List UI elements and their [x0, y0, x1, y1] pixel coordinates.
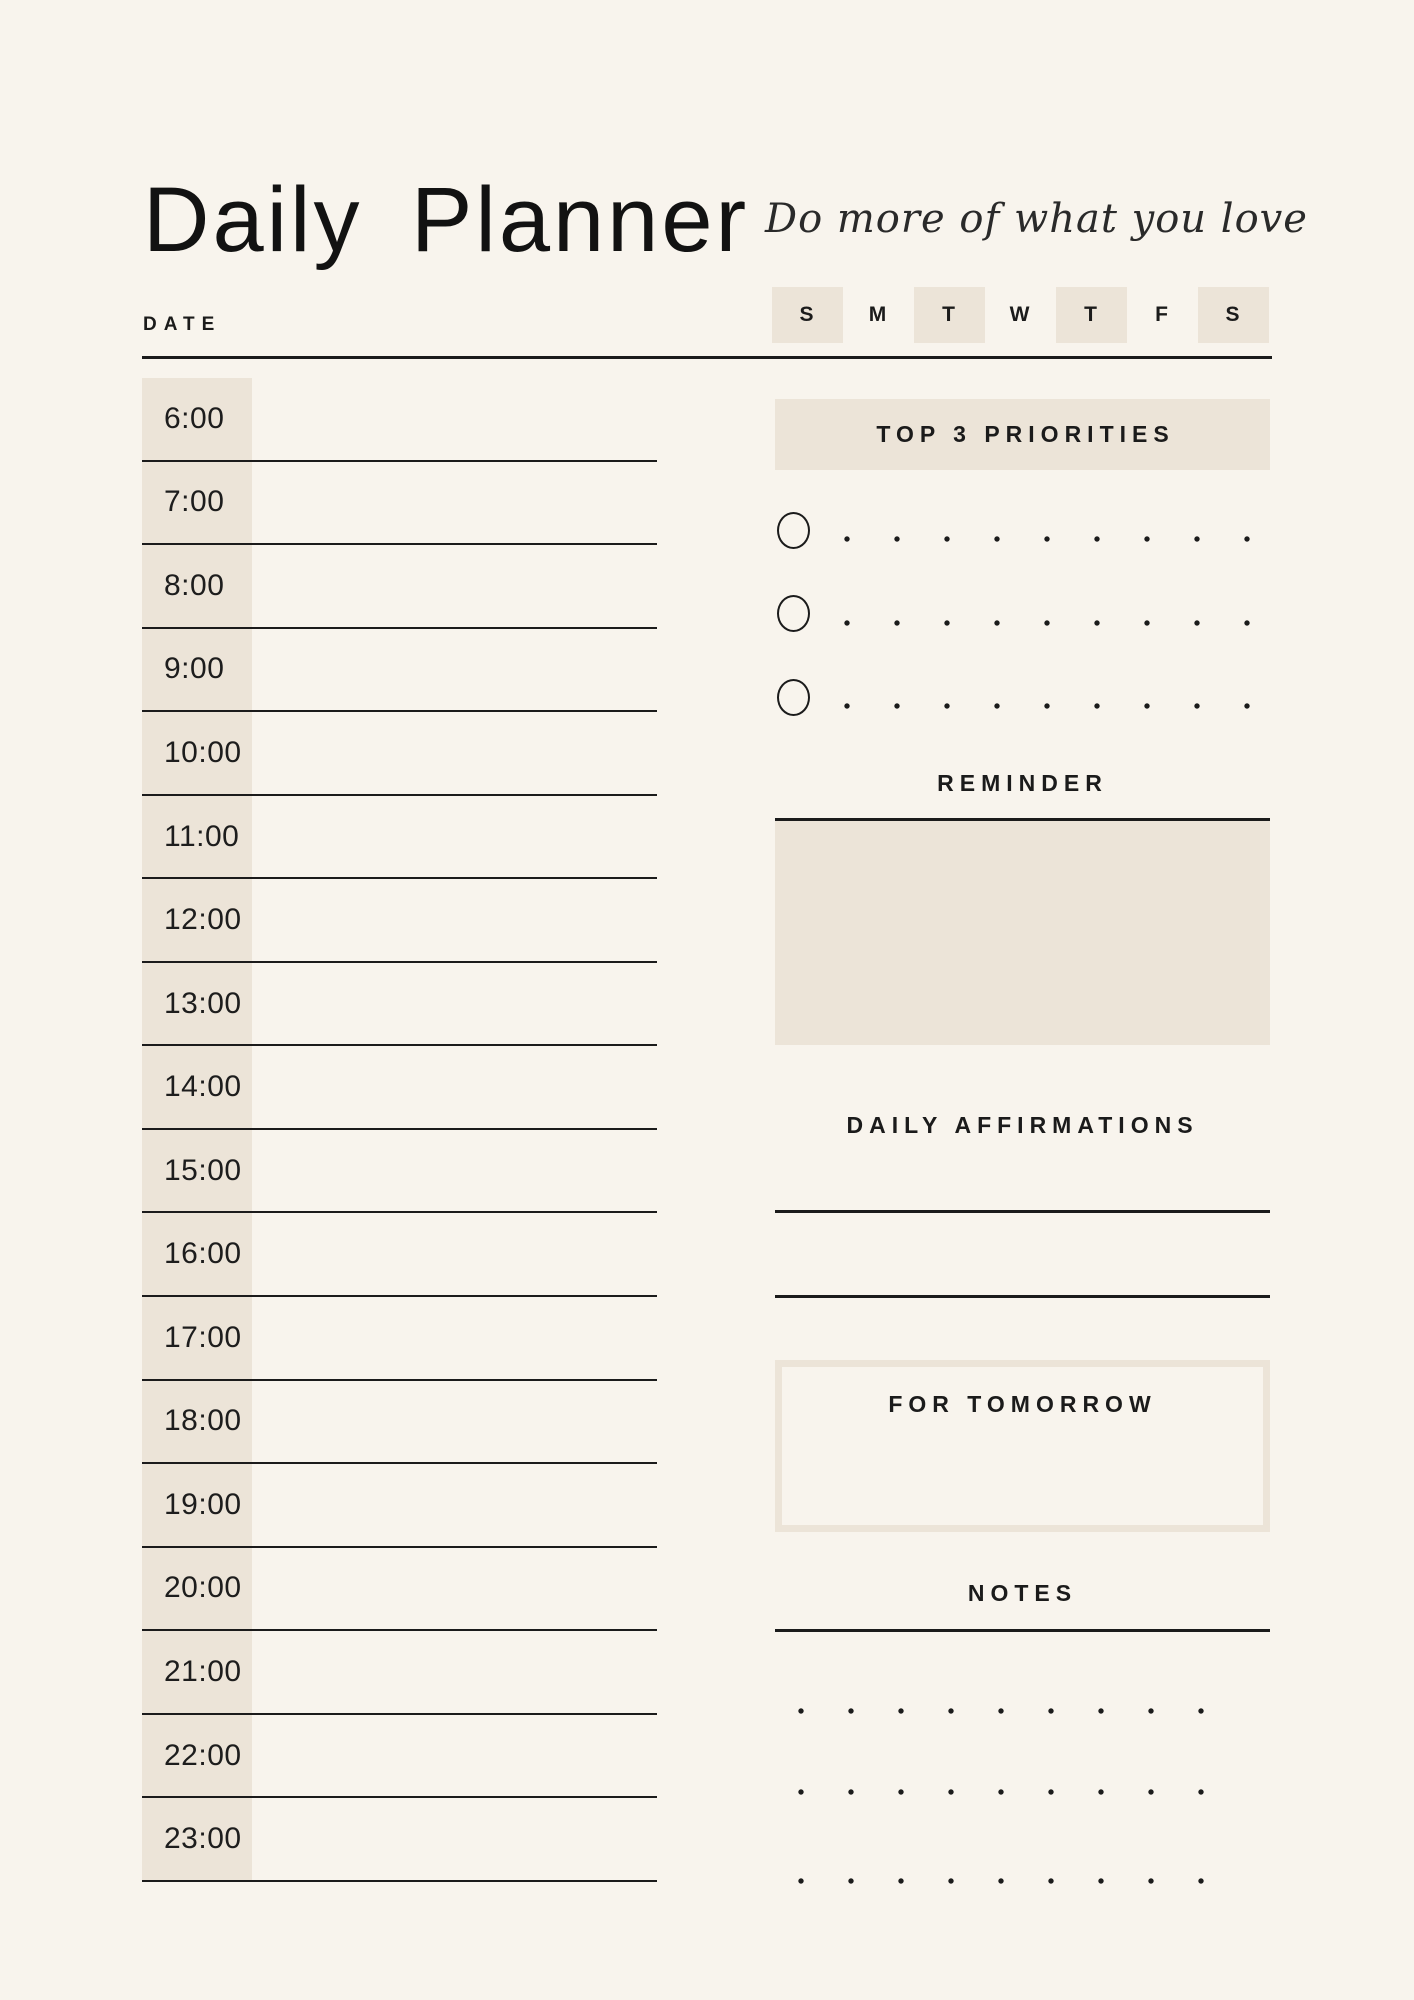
notes-dotted-line	[776, 1708, 1246, 1714]
time-slot-row	[142, 1381, 657, 1465]
weekday-friday: F	[1155, 303, 1170, 326]
notes-dotted-line	[776, 1789, 1246, 1795]
notes-top-line	[775, 1629, 1270, 1632]
time-slot-row	[142, 1297, 657, 1381]
time-slot-row	[142, 1130, 657, 1214]
weekday-sunday: S	[772, 287, 843, 343]
time-slot-row	[142, 1631, 657, 1715]
priorities-banner	[775, 399, 1270, 470]
weekday-thursday: T	[1056, 287, 1127, 343]
notes-dotted-line	[776, 1878, 1246, 1884]
page-title: Daily Planner	[143, 169, 750, 271]
date-label: DATE	[143, 314, 222, 335]
time-slot-row	[142, 712, 657, 796]
time-slot-label: 16:00	[164, 1237, 242, 1271]
priority-circle-icon	[777, 512, 810, 549]
weekday-wednesday: W	[1009, 303, 1032, 326]
time-slot-row	[142, 1046, 657, 1130]
date-line	[142, 356, 1272, 359]
time-slot-label: 17:00	[164, 1320, 242, 1354]
affirmation-line	[775, 1210, 1270, 1213]
priority-circle-icon	[777, 679, 810, 716]
priority-dotted-line	[822, 620, 1272, 626]
time-slot-row	[142, 879, 657, 963]
weekday-monday: M	[868, 303, 889, 326]
tagline-script-text: Do more of what you love	[765, 196, 1308, 242]
priority-dotted-line	[822, 703, 1272, 709]
weekday-strip	[772, 287, 1269, 343]
time-slot-label: 15:00	[164, 1153, 242, 1187]
priority-dotted-line	[822, 536, 1272, 542]
time-slot-label: 10:00	[164, 735, 242, 769]
affirmations-heading: DAILY AFFIRMATIONS	[846, 1112, 1199, 1138]
time-slot-label: 14:00	[164, 1070, 242, 1104]
notes-heading: NOTES	[967, 1580, 1078, 1606]
time-slot-label: 12:00	[164, 903, 242, 937]
time-slot-label: 18:00	[164, 1404, 242, 1438]
time-slot-row	[142, 629, 657, 713]
time-slot-row	[142, 545, 657, 629]
for-tomorrow-box	[775, 1360, 1270, 1532]
time-slot-label: 23:00	[164, 1822, 242, 1856]
time-slot-row	[142, 1548, 657, 1632]
time-slot-label: 19:00	[164, 1487, 242, 1521]
weekday-tuesday: T	[914, 287, 985, 343]
time-slot-row	[142, 1715, 657, 1799]
weekday-saturday: S	[1198, 287, 1269, 343]
priorities-heading: TOP 3 PRIORITIES	[876, 421, 1175, 447]
time-slot-row	[142, 796, 657, 880]
time-slot-label: 20:00	[164, 1571, 242, 1605]
for-tomorrow-heading: FOR TOMORROW	[888, 1391, 1157, 1417]
time-slot-row	[142, 1798, 657, 1882]
time-slot-label: 21:00	[164, 1654, 242, 1688]
time-slot-label: 13:00	[164, 986, 242, 1020]
time-slot-label: 11:00	[164, 819, 240, 853]
time-slot-label: 7:00	[164, 485, 225, 519]
notes-heading-wrap	[775, 1580, 1270, 1607]
time-slot-label: 9:00	[164, 652, 225, 686]
affirmation-line	[775, 1295, 1270, 1298]
time-slot-label: 8:00	[164, 568, 225, 602]
reminder-heading-wrap	[775, 770, 1270, 797]
priority-circle-icon	[777, 595, 810, 632]
reminder-box	[775, 821, 1270, 1045]
affirmations-heading-wrap	[775, 1112, 1270, 1139]
time-slot-row	[142, 1464, 657, 1548]
time-slot-row	[142, 378, 657, 462]
time-slot-row	[142, 1213, 657, 1297]
time-slot-row	[142, 462, 657, 546]
reminder-heading: REMINDER	[937, 770, 1108, 796]
time-slot-row	[142, 963, 657, 1047]
time-slot-label: 22:00	[164, 1738, 242, 1772]
schedule-grid	[142, 378, 657, 1882]
time-slot-label: 6:00	[164, 401, 225, 435]
